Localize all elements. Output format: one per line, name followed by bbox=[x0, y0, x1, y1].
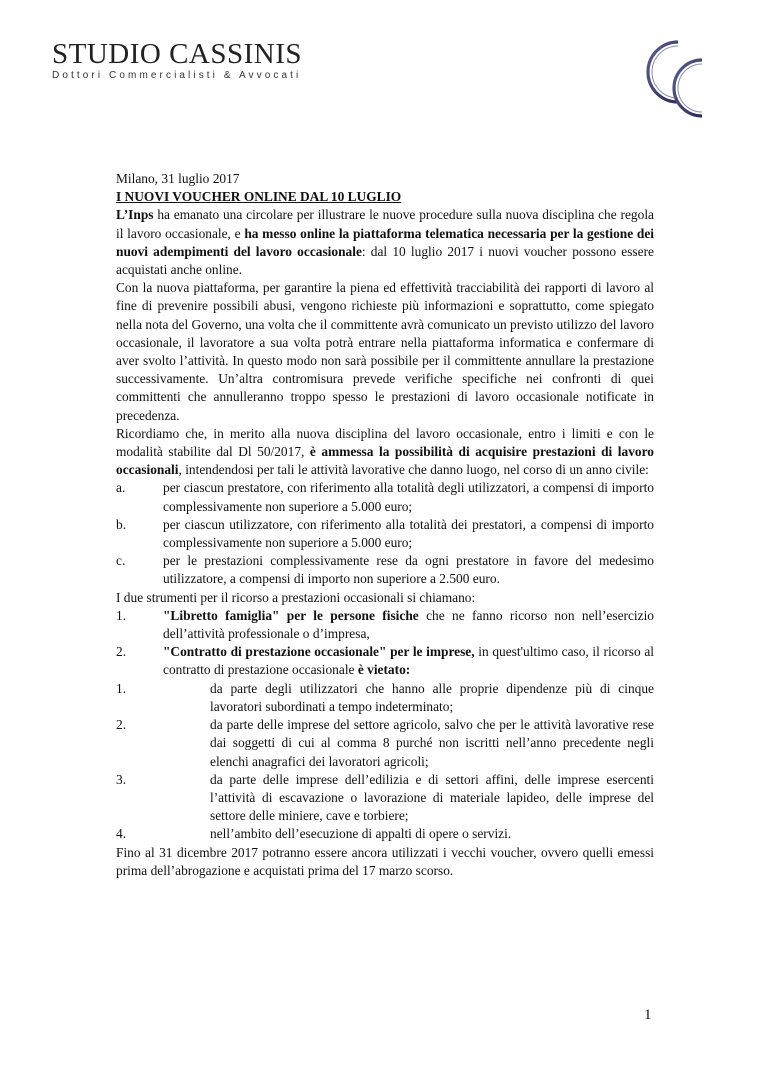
list-text bbox=[163, 607, 654, 643]
paragraph-old-vouchers: Fino al 31 dicembre 2017 potranno essere ancora utilizzati i vecchi voucher, ovvero quelli emessi prima dell’abrogazione e acquistati prima del 17 marzo scorso. bbox=[116, 844, 654, 878]
tool-desc: in quest'ultimo caso, il ricorso al contratto di prestazione occasionale bbox=[163, 644, 654, 678]
limits-list bbox=[116, 479, 654, 588]
list-text: per ciascun prestatore, con riferimento alla totalità degli utilizzatori, a compensi di importo complessivamente non superiore a 5.000 euro; bbox=[163, 480, 654, 514]
list-item bbox=[116, 643, 654, 679]
intro-text-2: : dal 10 luglio 2017 i nuovi voucher possono essere acquistati anche online. bbox=[116, 243, 654, 278]
list-text: per ciascun utilizzatore, con riferimento alla totalità dei prestatori, a compensi di importo complessivamente non superiore a 5.000 euro; bbox=[163, 516, 654, 551]
inps-label: L’Inps bbox=[116, 207, 154, 223]
prohibited-list bbox=[116, 680, 654, 844]
list-marker: 3. bbox=[116, 771, 127, 787]
tool-name: "Contratto di prestazione occasionale" per le imprese, bbox=[163, 644, 475, 660]
page-number: 1 bbox=[644, 1007, 652, 1023]
intro-text-1: ha emanato una circolare per illustrare le nuove procedure sulla nuova disciplina che regola il lavoro occasionale, e bbox=[116, 207, 654, 241]
paragraph-tools: I due strumenti per il ricorso a prestazioni occasionali si chiamano: bbox=[116, 589, 476, 605]
list-marker: 1. bbox=[116, 680, 127, 696]
list-text: da parte delle imprese del settore agricolo, salvo che per le attività lavorative rese dai soggetti di cui al comma 8 purché non iscritti nell’anno precedente negli elenchi anagrafici dei lavoratori agricoli; bbox=[210, 717, 654, 769]
tool-desc: che ne fanno ricorso non nell’esercizio dell’attività professionale o d’impresa, bbox=[163, 607, 654, 642]
letter-date: Milano, 31 luglio 2017 bbox=[116, 171, 240, 186]
list-item bbox=[116, 516, 654, 552]
list-item bbox=[116, 771, 654, 826]
brand-subtitle: Dottori Commercialisti & Avvocati bbox=[52, 70, 302, 81]
list-marker: a. bbox=[116, 480, 126, 496]
list-marker: 1. bbox=[116, 607, 127, 623]
list-text: per le prestazioni complessivamente rese da ogni prestatore in favore del medesimo utilizzatore, a compensi di importo non superiore a 2.500 euro. bbox=[163, 553, 654, 587]
rules-text-2: , intendendosi per tali le attività lavorative che danno luogo, nel corso di un anno civile: bbox=[178, 462, 649, 478]
list-marker: c. bbox=[116, 553, 126, 569]
rules-text-1: Ricordiamo che, in merito alla nuova disciplina del lavoro occasionale, entro i limiti e con le modalità stabilite dal Dl 50/2017, bbox=[116, 425, 654, 460]
list-item bbox=[116, 607, 654, 643]
list-item bbox=[116, 479, 654, 515]
paragraph-platform: Con la nuova piattaforma, per garantire la piena ed effettività tracciabilità dei rapporti di lavoro al fine di prevenire possibili abusi, vengono richieste più informazioni e soprattutto, come spiegato nella nota del Governo, una volta che il committente avrà comunicato un previsto utilizzo del lavoro occasionale, il lavoratore a sua volta potrà entrare nella piattaforma informatica e confermare di aver svolto l’attività. In questo modo non sarà possibile per il committente annullare la prestazione successivamente. Un’altra contromisura prevede verifiche specifiche nei confronti di quei committenti che annulleranno troppo spesso le prestazioni di lavoro occasionale notificate in precedenza. bbox=[116, 280, 654, 423]
list-text: da parte delle imprese dell’edilizia e di settori affini, delle imprese esercenti l’attività di escavazione o lavorazione di materiale lapideo, delle imprese del settore delle miniere, cave e torbiere; bbox=[210, 771, 654, 824]
list-marker: b. bbox=[116, 516, 127, 532]
letterhead bbox=[52, 40, 302, 82]
paragraph-intro bbox=[116, 206, 654, 279]
list-text: da parte degli utilizzatori che hanno alle proprie dipendenze più di cinque lavoratori subordinati a tempo indeterminato; bbox=[210, 680, 654, 714]
list-marker: 4. bbox=[116, 826, 127, 842]
tools-list bbox=[116, 607, 654, 680]
list-item bbox=[116, 552, 654, 588]
list-item bbox=[116, 680, 654, 716]
tool-prohibited: è vietato: bbox=[357, 662, 411, 678]
letter-body bbox=[116, 170, 654, 880]
rules-bold: è ammessa la possibilità di acquisire prestazioni di lavoro occasionali bbox=[116, 444, 654, 478]
article-title: I NUOVI VOUCHER ONLINE DAL 10 LUGLIO bbox=[116, 189, 402, 205]
list-text bbox=[163, 643, 654, 679]
list-marker: 2. bbox=[116, 644, 127, 660]
list-text: nell’ambito dell’esecuzione di appalti di opere o servizi. bbox=[210, 826, 512, 842]
list-marker: 2. bbox=[116, 717, 127, 733]
cc-logo-icon bbox=[632, 36, 718, 122]
list-item bbox=[116, 716, 654, 771]
brand-name: STUDIO CASSINIS bbox=[52, 38, 303, 70]
intro-bold: ha messo online la piattaforma telematica necessaria per la gestione dei nuovi adempimenti del lavoro occasionale bbox=[116, 225, 654, 259]
paragraph-rules bbox=[116, 425, 654, 480]
list-item bbox=[116, 825, 654, 843]
tool-name: "Libretto famiglia" per le persone fisiche bbox=[163, 607, 419, 623]
